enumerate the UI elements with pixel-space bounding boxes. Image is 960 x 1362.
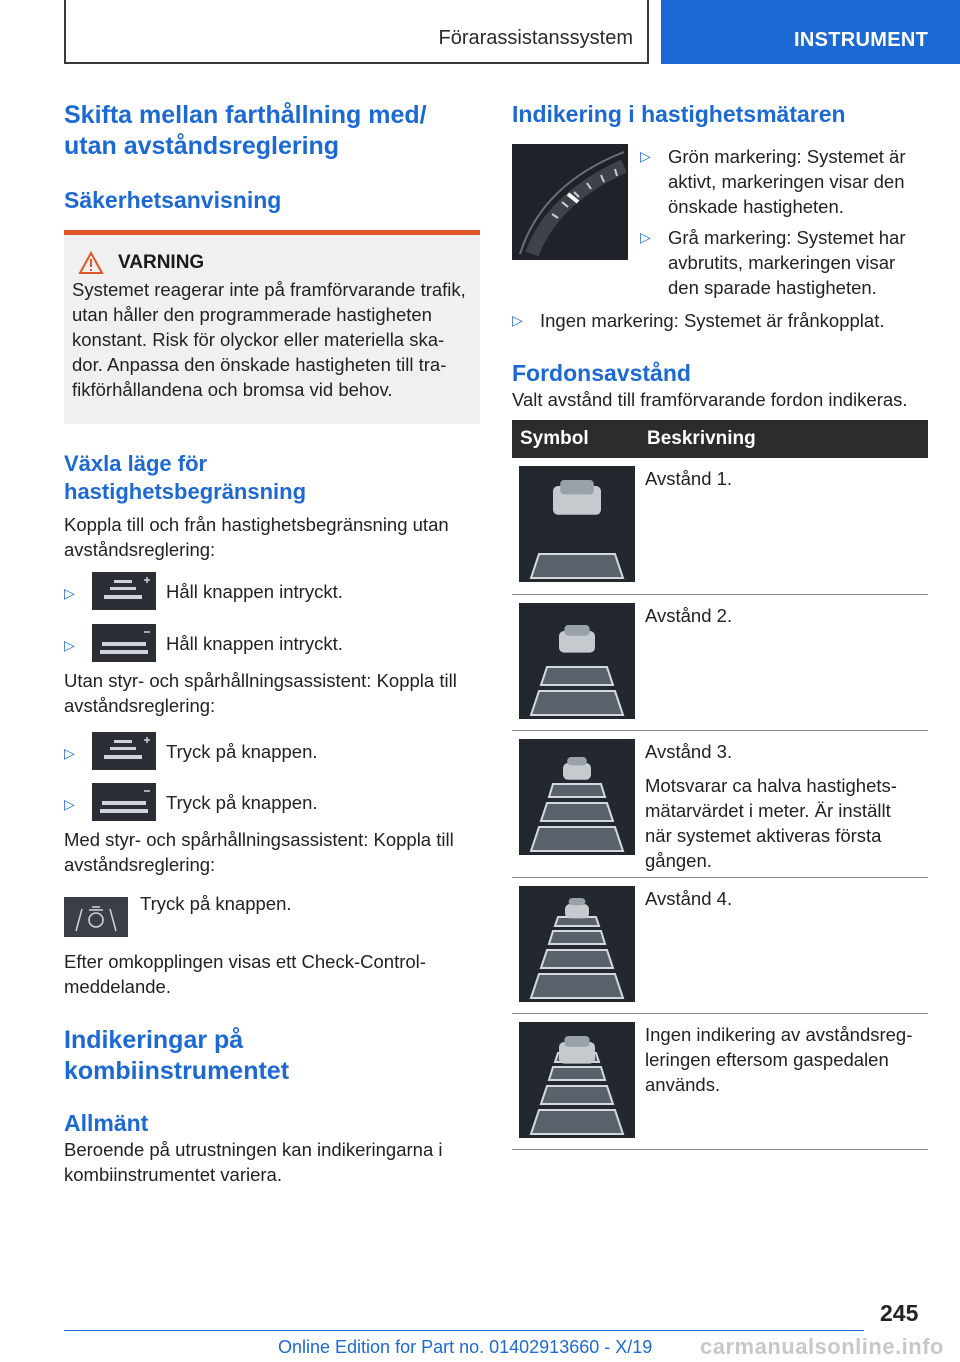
description-line: gången. <box>645 849 712 871</box>
list-item-hold-1 <box>64 572 480 610</box>
description-cell <box>635 1013 928 1149</box>
list-item-press-1 <box>64 732 480 770</box>
safety-heading: Säkerhetsanvisning <box>64 187 282 213</box>
indications-heading-line-2: kombiinstrumentet <box>64 1057 290 1085</box>
description-line: Avstånd 1. <box>645 468 733 489</box>
steering-assistant-button-icon <box>64 897 128 937</box>
text-line: kombiinstrumentet variera. <box>64 1164 282 1185</box>
hold-text-2: Håll knappen intryckt. <box>166 632 343 654</box>
text-line: Grön markering: Systemet är <box>668 146 906 167</box>
description-line: leringen eftersom gaspedalen <box>645 1048 889 1070</box>
general-heading: Allmänt <box>64 1110 149 1136</box>
main-title-line-2: utan avståndsreglering <box>64 132 340 160</box>
distance-intro: Valt avstånd till framförvarande fordon indikeras. <box>512 389 908 410</box>
distance-car-icon <box>519 466 635 582</box>
table-row <box>512 877 928 1013</box>
distance-car-icon <box>519 1022 635 1138</box>
text-line: meddelande. <box>64 976 171 997</box>
text-line: Utan styr- och spårhållningsassistent: Koppla till <box>64 670 457 691</box>
page-number: 245 <box>880 1300 919 1326</box>
list-item-none <box>512 308 928 333</box>
text-line: avståndsreglering: <box>64 854 216 875</box>
intro-paragraph-1 <box>64 512 480 562</box>
press-text-1: Tryck på knappen. <box>166 740 318 762</box>
header-chapter-title: INSTRUMENT <box>794 29 929 51</box>
description-line: Avstånd 4. <box>645 887 733 909</box>
grey-marking-text <box>668 225 906 300</box>
no-marking-text: Ingen markering: Systemet är frånkopplat. <box>540 310 885 331</box>
bullet-triangle-icon: ▷ <box>64 636 75 653</box>
header-chapter-tab <box>661 0 960 64</box>
warning-header <box>78 251 472 275</box>
description-line: Avstånd 3. <box>645 740 733 762</box>
right-column <box>512 100 928 1150</box>
intro-paragraph-3 <box>64 827 480 877</box>
warning-line: Systemet reagerar inte på framförvarande trafik, <box>72 279 466 300</box>
list-item-grey <box>640 225 906 300</box>
symbol-cell <box>512 877 635 1013</box>
distance-car-icon <box>519 739 635 855</box>
speedometer-image <box>512 144 628 260</box>
footer-edition: Online Edition for Part no. 01402913660 - X/19 <box>278 1337 653 1357</box>
text-line: avståndsreglering: <box>64 539 216 560</box>
text-line: Med styr- och spårhållningsassistent: Koppla till <box>64 829 454 850</box>
switch-heading-line-2: hastighetsbegränsning <box>64 479 307 504</box>
press-text-3: Tryck på knappen. <box>140 893 292 914</box>
description-cell <box>635 877 928 1013</box>
description-cell <box>635 594 928 730</box>
speedometer-section <box>512 144 928 300</box>
description-line: Ingen indikering av avståndsreg- <box>645 1023 913 1045</box>
warning-line: fikförhållandena och bromsa vid behov. <box>72 379 393 400</box>
distance-car-icon <box>519 886 635 1002</box>
green-marking-text <box>668 144 906 219</box>
description-line: Motsvarar ca halva hastighets- <box>645 774 897 796</box>
text-line: Grå markering: Systemet har <box>668 227 906 248</box>
warning-label: VARNING <box>118 252 205 273</box>
column-header-symbol: Symbol <box>512 420 635 458</box>
header-section-box <box>64 0 649 64</box>
indications-heading <box>64 1025 480 1087</box>
symbol-cell <box>512 458 635 594</box>
warning-line: dor. Anpassa den önskade hastigheten till tra- <box>72 354 447 375</box>
warning-text <box>72 277 472 402</box>
watermark-logo: carmanualsonline.info <box>700 1334 944 1359</box>
bullet-triangle-icon: ▷ <box>640 148 651 164</box>
bullet-triangle-icon: ▷ <box>64 795 75 812</box>
indications-heading-line-1: Indikeringar på <box>64 1026 244 1054</box>
table-row <box>512 458 928 594</box>
list-item-press-3 <box>64 891 480 937</box>
description-line: när systemet aktiveras första <box>645 824 882 846</box>
distance-car-icon <box>519 603 635 719</box>
speedometer-list <box>640 144 906 300</box>
after-switch-paragraph <box>64 949 480 999</box>
speed-limiter-plus-button-icon <box>92 572 156 610</box>
description-line: används. <box>645 1073 721 1095</box>
description-line: mätarvärdet i meter. Är inställt <box>645 799 891 821</box>
text-line: Beroende på utrustningen kan indikeringarna i <box>64 1139 443 1160</box>
main-title-line-1: Skifta mellan farthållning med/ <box>64 101 427 129</box>
bullet-triangle-icon: ▷ <box>512 312 523 328</box>
text-line: aktivt, markeringen visar den <box>668 171 905 192</box>
warning-line: utan håller den programmerade hastigheten <box>72 304 432 325</box>
table-header-row <box>512 420 928 458</box>
speed-limiter-minus-button-icon <box>92 624 156 662</box>
text-line: avståndsreglering: <box>64 695 216 716</box>
hold-text-1: Håll knappen intryckt. <box>166 580 343 602</box>
table-row <box>512 730 928 877</box>
distance-heading: Fordonsavstånd <box>512 360 691 386</box>
distance-table <box>512 420 928 1150</box>
symbol-cell <box>512 730 635 877</box>
table-row <box>512 594 928 730</box>
bullet-triangle-icon: ▷ <box>64 744 75 761</box>
speedometer-heading: Indikering i hastighetsmätaren <box>512 101 846 127</box>
distance-minus-button-icon <box>92 783 156 821</box>
press-text-2: Tryck på knappen. <box>166 791 318 813</box>
text-line: önskade hastigheten. <box>668 196 844 217</box>
warning-box <box>64 230 480 424</box>
text-line: avbrutits, markeringen visar <box>668 252 896 273</box>
text-line: Efter omkopplingen visas ett Check-Control- <box>64 951 426 972</box>
main-title <box>64 100 480 162</box>
bullet-triangle-icon: ▷ <box>64 584 75 601</box>
footer-divider <box>64 1330 864 1331</box>
table-row <box>512 1013 928 1149</box>
list-item-press-2 <box>64 783 480 821</box>
list-item-green <box>640 144 906 219</box>
description-cell <box>635 458 928 594</box>
symbol-cell <box>512 594 635 730</box>
column-header-description: Beskrivning <box>635 420 928 458</box>
text-line: Koppla till och från hastighetsbegränsning utan <box>64 514 449 535</box>
warning-line: konstant. Risk för olyckor eller materiella ska- <box>72 329 445 350</box>
general-paragraph <box>64 1137 480 1187</box>
description-cell <box>635 730 928 877</box>
warning-triangle-icon <box>78 251 104 275</box>
text-line: den sparade hastigheten. <box>668 277 877 298</box>
symbol-cell <box>512 1013 635 1149</box>
list-item-hold-2 <box>64 624 480 662</box>
intro-paragraph-2 <box>64 668 480 718</box>
switch-heading <box>64 450 480 506</box>
switch-heading-line-1: Växla läge för <box>64 451 208 476</box>
header-section-title: Förarassistanssystem <box>438 27 633 49</box>
left-column <box>64 100 480 1187</box>
distance-plus-button-icon <box>92 732 156 770</box>
description-line: Avstånd 2. <box>645 604 733 626</box>
bullet-triangle-icon: ▷ <box>640 229 651 245</box>
